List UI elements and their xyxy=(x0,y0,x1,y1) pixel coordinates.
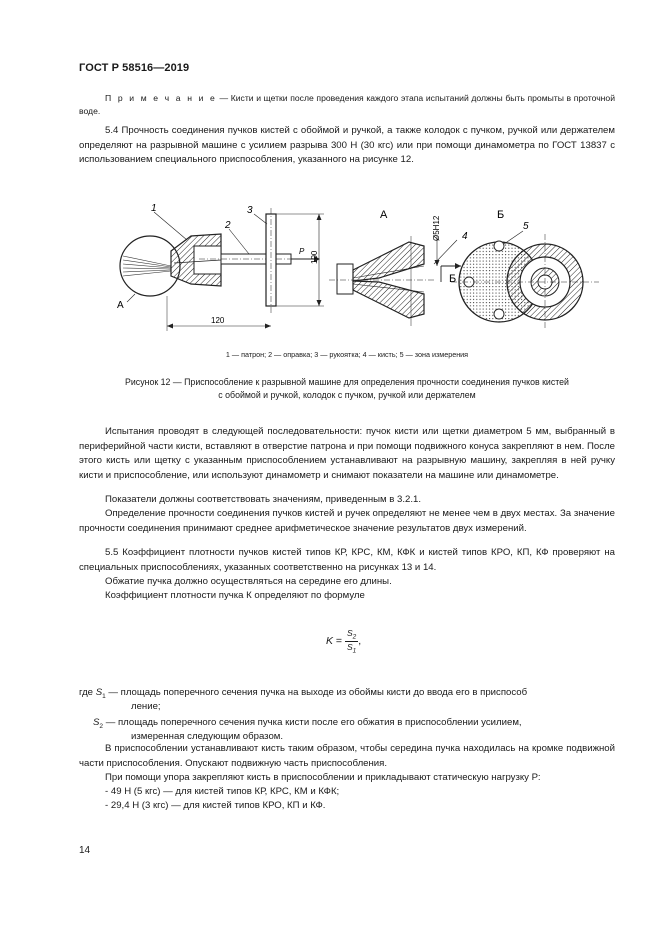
formula-lhs: K xyxy=(326,634,334,647)
note-paragraph xyxy=(79,92,615,118)
label-2: 2 xyxy=(225,220,231,231)
formula-end: , xyxy=(358,634,362,647)
label-view-b: Б xyxy=(497,209,505,221)
formula-k xyxy=(326,628,361,654)
list-item-1: - 49 Н (5 кгс) — для кистей типов КР, КРС, КМ и КФК; xyxy=(105,786,340,797)
formula-eq: = xyxy=(333,634,345,647)
label-4: 4 xyxy=(462,231,468,242)
formula-numerator xyxy=(345,628,358,642)
formula-denominator xyxy=(345,642,358,655)
label-dim-5h12: Ø5H12 xyxy=(432,215,441,241)
paragraph-5-4: 5.4 Прочность соединения пучков кистей с обоймой и ручкой, а также колодок с пучком, ручкой или держателем определяют на разрывной машине с усилием разрыва 300 Н (30 кгс) или при помощи динамометра по ГОСТ 13837 с использованием специального приспособления, указанного на рисунке 12. xyxy=(79,125,615,166)
defs-s1-symbol: S xyxy=(95,687,103,698)
note-label: П р и м е ч а н и е xyxy=(105,93,217,103)
list-item-2: - 29,4 Н (3 кгс) — для кистей типов КРО, КП и КФ. xyxy=(105,800,326,811)
document-header: ГОСТ Р 58516—2019 xyxy=(79,62,190,74)
paragraph-placement: В приспособлении устанавливают кисть таким образом, чтобы середина пучка находилась на кромке подвижной части приспособления. Опускают подвижную часть приспособления. xyxy=(79,743,615,769)
label-a-left: A xyxy=(117,300,124,311)
figure-caption xyxy=(79,376,615,401)
label-dim-120: 120 xyxy=(211,316,225,325)
formula-den-sym: S xyxy=(346,641,353,652)
page-number: 14 xyxy=(79,845,91,856)
formula-num-sub: 2 xyxy=(352,633,357,641)
view-b-section xyxy=(451,234,599,330)
label-5: 5 xyxy=(523,221,529,232)
defs-s2-text: — площадь поперечного сечения пучка кисти после его обжатия в приспособлении усилием, xyxy=(103,717,522,728)
dimension-120 xyxy=(167,296,271,331)
label-view-a: A xyxy=(380,209,388,221)
figure-caption-line-1: Рисунок 12 — Приспособление к разрывной машине для определения прочности соединения пучков кистей xyxy=(125,377,569,387)
defs-s1-sub: 1 xyxy=(102,692,106,700)
label-3: 3 xyxy=(247,205,253,216)
defs-where: где xyxy=(79,687,94,698)
formula-fraction xyxy=(345,628,358,654)
figure-caption-line-2: с обоймой и ручкой, колодок с пучком, ручкой или держателем xyxy=(218,389,476,400)
paragraph-definition: Определение прочности соединения пучков кистей и ручек определяют не менее чем в двух местах. За значение прочности соединения принимают среднее арифметическое значение результатов двух измерений. xyxy=(79,508,615,534)
defs-s2-sub: 2 xyxy=(99,722,104,730)
cartridge-part xyxy=(171,234,221,286)
paragraph-values: Показатели должны соответствовать значениям, приведенным в 3.2.1. xyxy=(105,494,422,505)
definition-s1-cont: ление; xyxy=(131,701,161,712)
paragraph-5-5: 5.5 Коэффициент плотности пучков кистей типов КР, КРС, КМ, КФК и кистей типов КРО, КП, КФ проверяют на специальных приспособлениях, указанных соответственно на рисунках 13 и 14. xyxy=(79,547,615,573)
figure-12-drawing xyxy=(79,196,615,346)
figure-legend: 1 — патрон; 2 — оправка; 3 — рукоятка; 4 — кисть; 5 — зона измерения xyxy=(225,350,469,359)
paragraph-stop: При помощи упора закрепляют кисть в приспособлении и прикладывают статическую нагрузку Р: xyxy=(105,772,541,783)
paragraph-test-procedure: Испытания проводят в следующей последовательности: пучок кисти или щетки диаметром 5 мм, выбранный в периферийной части кисти, вставляют в отверстие патрона и при помощи подвижного конуса закрепляют в нем. После этого кисть или щетку с указанным приспособлением устанавливают на разрывную машину, закрепляя в ней ручку кисти и приспособление, или используют динамометр и снимают показатели на машине или динамометре. xyxy=(79,426,615,481)
formula-num-sym: S xyxy=(346,628,353,638)
handle-part xyxy=(266,208,276,314)
label-p: P xyxy=(299,247,305,256)
label-1: 1 xyxy=(151,203,157,214)
definition-s2-cont: измеренная следующим образом. xyxy=(131,731,284,742)
defs-s2-symbol: S xyxy=(93,717,100,728)
defs-s1-text: — площадь поперечного сечения пучка на выходе из обоймы кисти до ввода его в приспособ xyxy=(105,687,528,698)
section-arrow-head xyxy=(455,263,461,269)
label-dim-100: 100 xyxy=(310,250,319,264)
formula-den-sub: 1 xyxy=(352,647,357,655)
paragraph-crimp: Обжатие пучка должно осуществляться на середине его длины. xyxy=(105,576,392,587)
view-a-cone xyxy=(329,236,435,326)
paragraph-coefficient: Коэффициент плотности пучка К определяют по формуле xyxy=(105,590,365,601)
label-section-b: Б xyxy=(449,273,457,285)
note-text: — Кисти и щетки после проведения каждого этапа испытаний должны быть промыты в проточной воде. xyxy=(79,93,615,116)
